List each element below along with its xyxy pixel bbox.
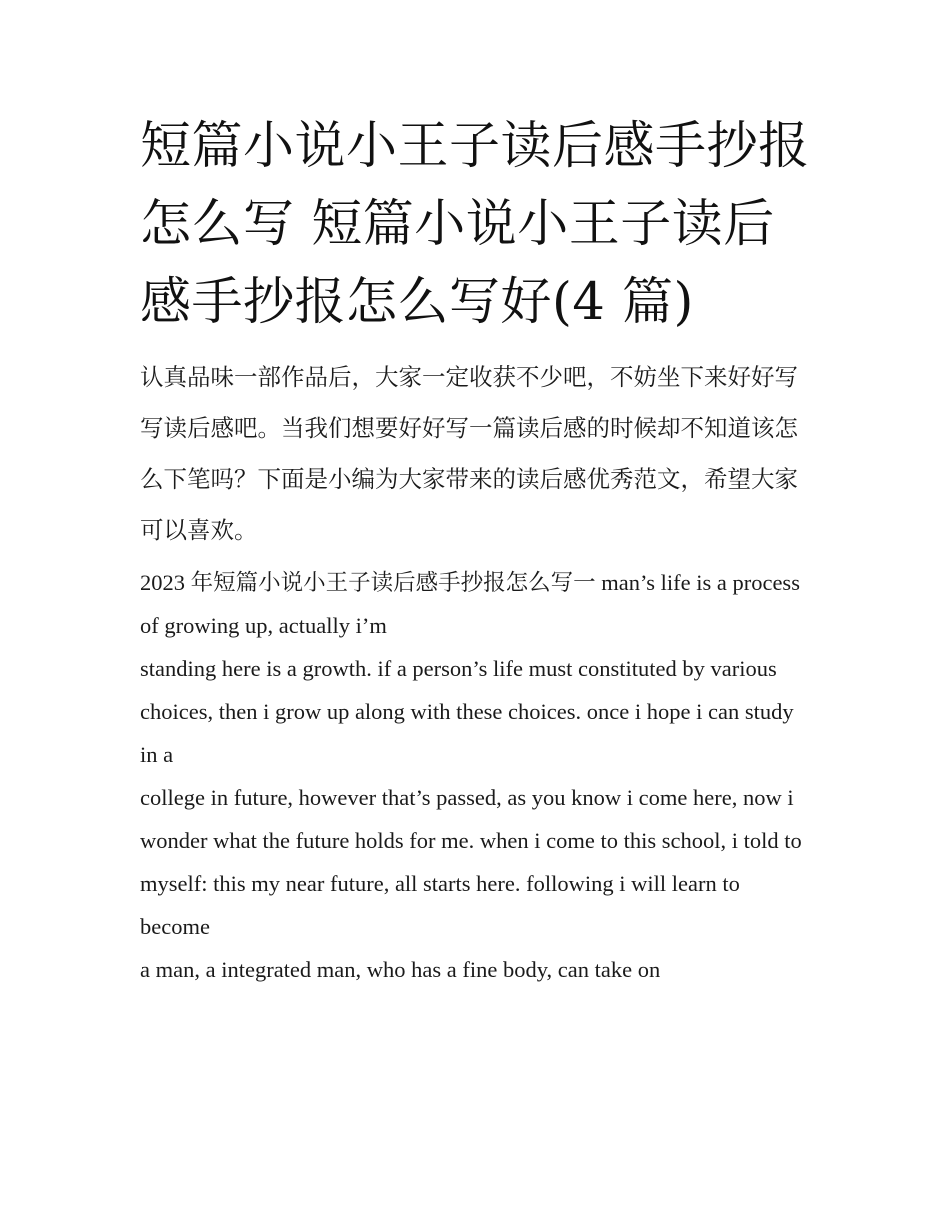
body-paragraph — [140, 561, 815, 991]
body-line: 2023 年短篇小说小王子读后感手抄报怎么写一 man’s life is a process of growing up, actually i’m — [140, 570, 800, 638]
document-title: 短篇小说小王子读后感手抄报怎么写 短篇小说小王子读后感手抄报怎么写好(4 篇) — [140, 117, 810, 332]
body-line: standing here is a growth. if a person’s life must constituted by various — [140, 656, 777, 681]
body-line: a man, a integrated man, who has a fine body, can take on — [140, 957, 661, 982]
body-line: college in future, however that’s passed, as you know i come here, now i — [140, 785, 794, 810]
intro-paragraph: 认真品味一部作品后，大家一定收获不少吧，不妨坐下来好好写写读后感吧。当我们想要好好写一篇读后感的时候却不知道该怎么下笔吗？下面是小编为大家带来的读后感优秀范文，希望大家可以喜欢。 — [140, 363, 798, 544]
body-line: wonder what the future holds for me. when i come to this school, i told to — [140, 828, 802, 853]
body-line: choices, then i grow up along with these choices. once i hope i can study in a — [140, 699, 794, 767]
body-line: myself: this my near future, all starts here. following i will learn to become — [140, 871, 740, 939]
